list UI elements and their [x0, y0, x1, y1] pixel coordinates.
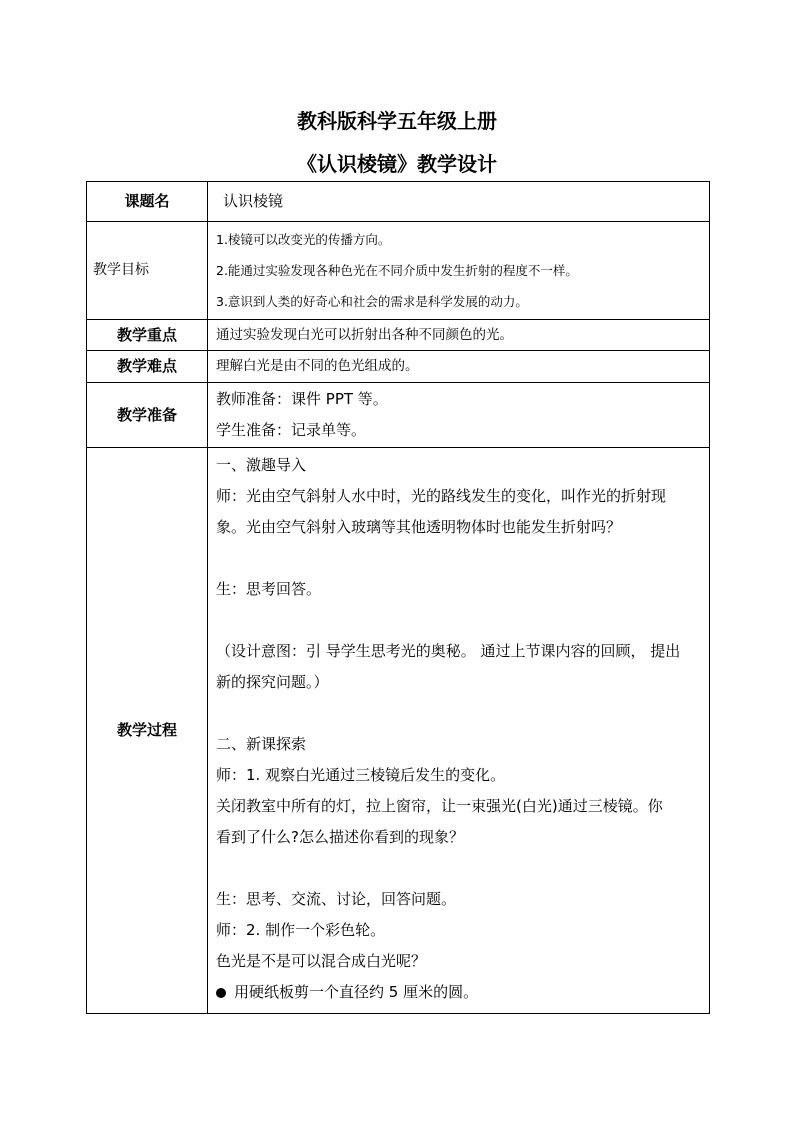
key-point-label: 教学重点 — [87, 320, 208, 351]
preparation-label: 教学准备 — [87, 383, 208, 448]
key-point-value: 通过实验发现白光可以折射出各种不同颜色的光。 — [208, 320, 710, 351]
blank-line — [216, 605, 701, 636]
row-difficulty — [87, 351, 710, 383]
goal-item: 3.意识到人类的好奇心和社会的需求是科学发展的动力。 — [216, 294, 528, 309]
student-preparation: 学生准备：记录单等。 — [216, 421, 367, 439]
process-content — [208, 448, 710, 1014]
process-line: 二、新课探索 — [216, 735, 307, 753]
process-line: 师：2. 制作一个彩色轮。 — [216, 921, 386, 939]
row-goals — [87, 222, 710, 320]
blank-line — [216, 698, 701, 729]
process-line: 新的探究问题。） — [216, 673, 329, 691]
row-preparation — [87, 383, 710, 448]
goals-label: 教学目标 — [87, 222, 208, 320]
process-line: 象。光由空气斜射入玻璃等其他透明物体时也能发生折射吗？ — [216, 518, 622, 536]
bullet-dot-icon — [216, 988, 226, 998]
goal-item: 1.棱镜可以改变光的传播方向。 — [216, 232, 391, 247]
process-line: 师：1. 观察白光通过三棱镜后发生的变化。 — [216, 766, 506, 784]
preparation-value — [208, 383, 710, 448]
process-line: 关闭教室中所有的灯，拉上窗帘，让一束强光(白光)通过三棱镜。你 — [216, 797, 663, 815]
document-title: 教科版科学五年级上册 — [297, 109, 497, 133]
row-topic — [87, 182, 710, 222]
bullet-item — [216, 977, 701, 1008]
blank-line — [216, 543, 701, 574]
topic-value: 认识棱镜 — [208, 182, 710, 222]
process-line: 看到了什么?怎么描述你看到的现象？ — [216, 828, 464, 846]
blank-line — [216, 853, 701, 884]
difficulty-value: 理解白光是由不同的色光组成的。 — [208, 351, 710, 383]
topic-label: 课题名 — [87, 182, 208, 222]
process-line: 生：思考、交流、讨论，回答问题。 — [216, 890, 457, 908]
lesson-plan-table — [86, 181, 710, 1014]
process-line: 生：思考回答。 — [216, 580, 322, 598]
difficulty-label: 教学难点 — [87, 351, 208, 383]
process-line: 色光是不是可以混合成白光呢？ — [216, 952, 427, 970]
row-key-point — [87, 320, 710, 351]
goals-list — [208, 222, 710, 320]
process-line: 一、激趣导入 — [216, 456, 307, 474]
row-process — [87, 448, 710, 1014]
bullet-text: 用硬纸板剪一个直径约 5 厘米的圆。 — [234, 983, 479, 1001]
goal-item: 2.能通过实验发现各种色光在不同介质中发生折射的程度不一样。 — [216, 263, 578, 278]
teacher-preparation: 教师准备：课件 PPT 等。 — [216, 390, 388, 408]
process-label: 教学过程 — [87, 448, 208, 1014]
process-line: 师：光由空气斜射人水中时，光的路线发生的变化，叫作光的折射现 — [216, 487, 667, 505]
process-line: （设计意图：引 导学生思考光的奥秘。 通过上节课内容的回顾， 提出 — [216, 642, 681, 660]
document-subtitle: 《认识棱镜》教学设计 — [297, 152, 497, 176]
